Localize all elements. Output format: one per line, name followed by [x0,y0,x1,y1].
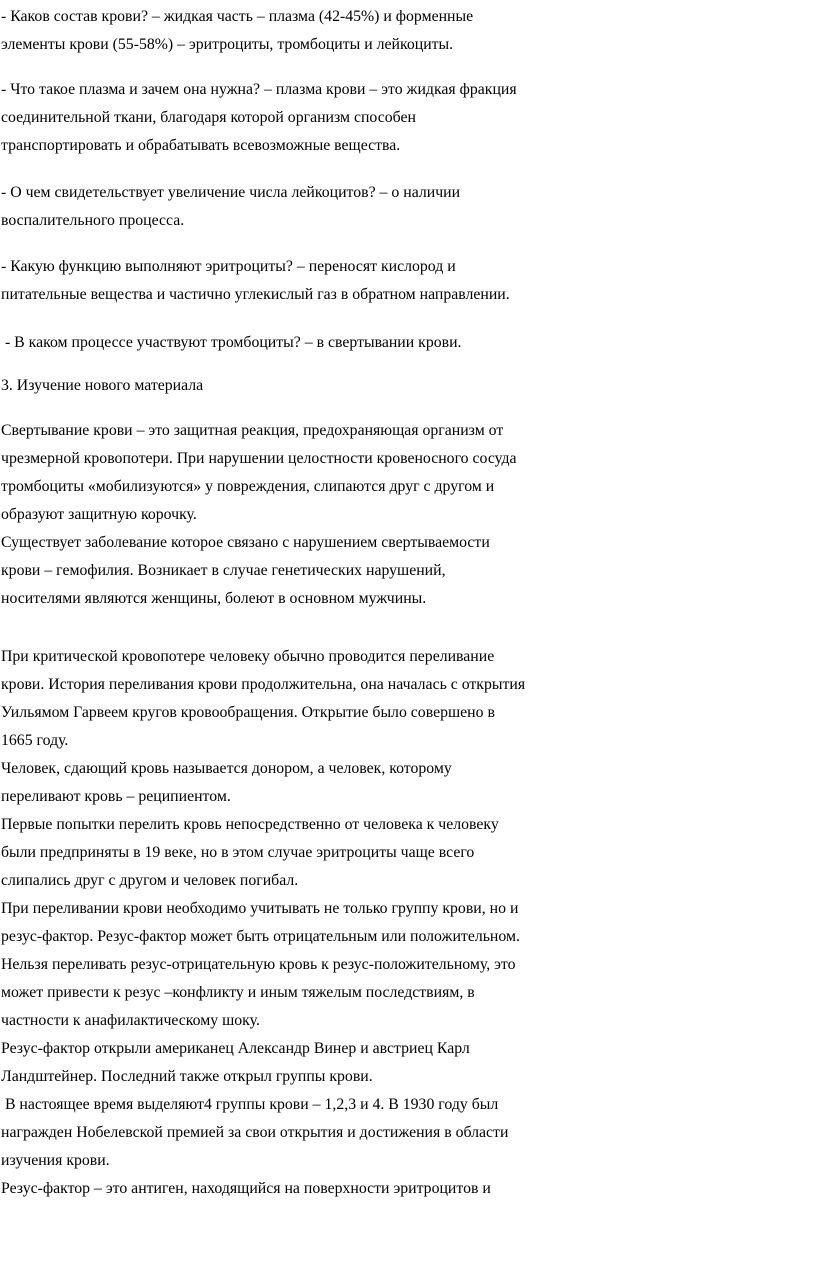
text-line: частности к анафилактическому шоку. [1,1012,260,1029]
text-line: питательные вещества и частично углекислый газ в обратном направлении. [1,286,510,303]
text-line: - В каком процессе участвуют тромбоциты? – в свертывании крови. [1,334,462,351]
text-line: переливают кровь – реципиентом. [1,788,231,805]
text-line: - О чем свидетельствует увеличение числа лейкоцитов? – о наличии [1,184,461,201]
section-heading [1,372,815,400]
text-line: Человек, сдающий кровь называется донором, а человек, которому [1,760,452,777]
text-line: Нельзя переливать резус-отрицательную кровь к резус-положительному, это [1,956,516,973]
text-line: награжден Нобелевской премией за свои открытия и достижения в области [1,1124,509,1141]
text-line: 1665 году. [1,732,69,749]
text-line: В настоящее время выделяют4 группы крови – 1,2,3 и 4. В 1930 году был [1,1096,499,1113]
text-line: Первые попытки перелить кровь непосредственно от человека к человеку [1,816,499,833]
text-line: Резус-фактор – это антиген, находящийся на поверхности эритроцитов и [1,1180,491,1197]
text-line: - Какую функцию выполняют эритроциты? – переносят кислород и [1,258,456,275]
text-line: были предприняты в 19 веке, но в этом случае эритроциты чаще всего [1,844,475,861]
text-line: Резус-фактор открыли американец Александр Винер и австриец Карл [1,1040,470,1057]
text-line: - Каков состав крови? – жидкая часть – плазма (42-45%) и форменные [1,8,474,25]
text-line: чрезмерной кровопотери. При нарушении целостности кровеносного сосуда [1,450,517,467]
text-line: изучения крови. [1,1152,110,1169]
text-line: Свертывание крови – это защитная реакция, предохраняющая организм от [1,422,504,439]
text-line: Существует заболевание которое связано с нарушением свертываемости [1,534,490,551]
paragraph-transfusion [1,643,815,1203]
text-line: воспалительного процесса. [1,212,185,229]
text-line: - Что такое плазма и зачем она нужна? – плазма крови – это жидкая фракция [1,81,517,98]
question-blood-composition [1,3,815,59]
text-line: резус-фактор. Резус-фактор может быть отрицательным или положительном. [1,928,520,945]
text-line: крови – гемофилия. Возникает в случае генетических нарушений, [1,562,446,579]
text-line: может привести к резус –конфликту и иным тяжелым последствиям, в [1,984,475,1001]
text-line: Ландштейнер. Последний также открыл группы крови. [1,1068,373,1085]
text-line: транспортировать и обрабатывать всевозможные вещества. [1,137,401,154]
text-line: При критической кровопотере человеку обычно проводится переливание [1,648,495,665]
text-line: Уильямом Гарвеем кругов кровообращения. Открытие было совершено в [1,704,495,721]
question-erythrocytes [1,253,815,309]
paragraph-coagulation [1,417,815,613]
text-line: При переливании крови необходимо учитывать не только группу крови, но и [1,900,519,917]
text-line: носителями являются женщины, болеют в основном мужчины. [1,590,427,607]
text-line: элементы крови (55-58%) – эритроциты, тромбоциты и лейкоциты. [1,36,454,53]
text-line: 3. Изучение нового материала [1,377,204,394]
question-thrombocytes [1,329,815,357]
question-leukocytes [1,179,815,235]
text-line: крови. История переливания крови продолжительна, она началась с открытия [1,676,526,693]
text-line: образуют защитную корочку. [1,506,197,523]
question-plasma [1,76,815,160]
text-line: тромбоциты «мобилизуются» у повреждения, слипаются друг с другом и [1,478,495,495]
text-line: слипались друг с другом и человек погибал. [1,872,299,889]
text-line: соединительной ткани, благодаря которой организм способен [1,109,416,126]
